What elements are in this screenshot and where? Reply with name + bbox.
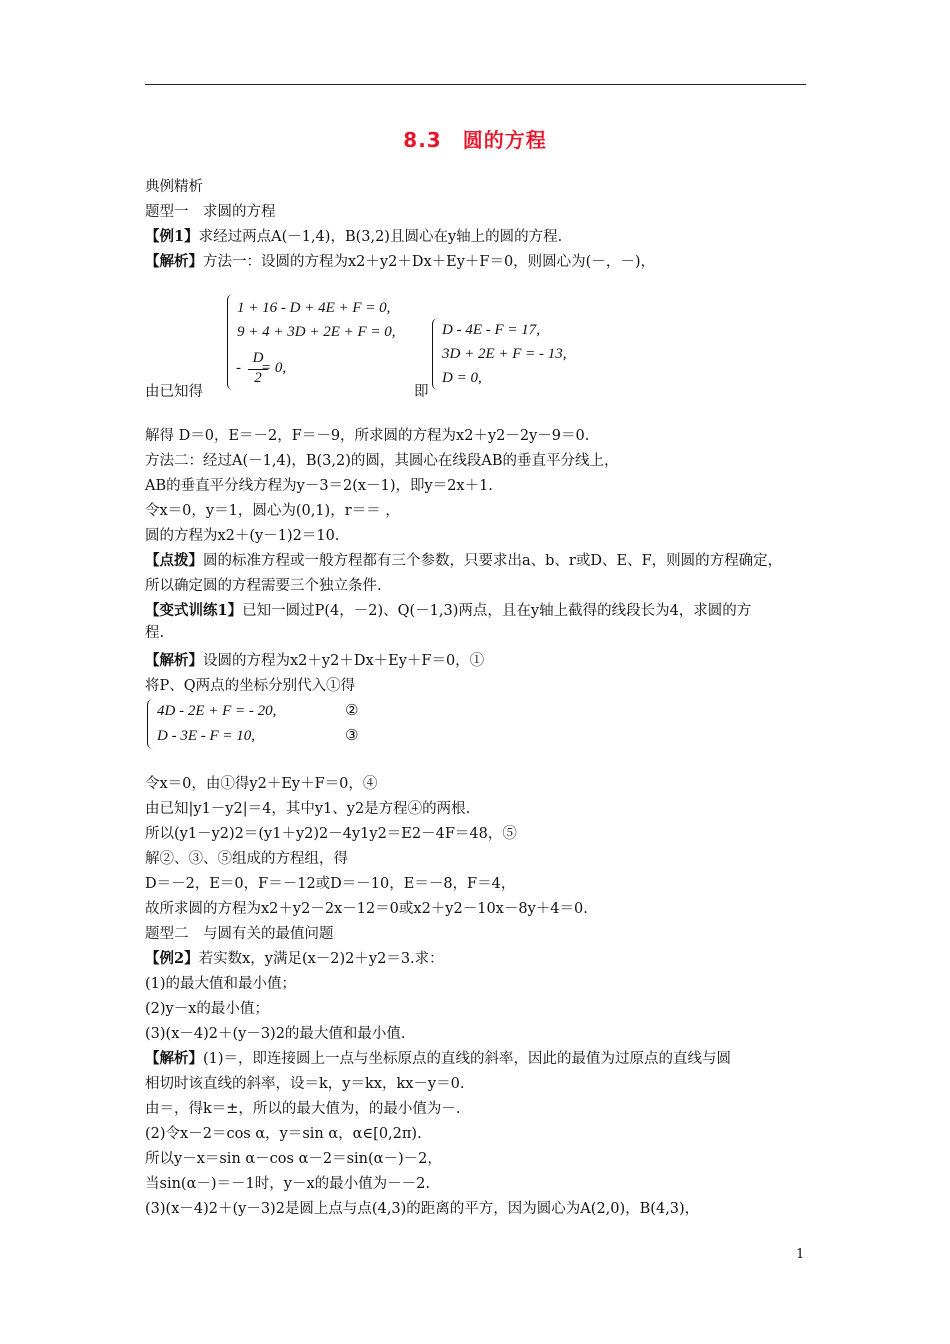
bracket-label: 【变式训练1】 bbox=[145, 602, 243, 619]
example-line: 【例1】求经过两点A(－1,4)，B(3,2)且圆心在y轴上的圆的方程. bbox=[145, 228, 563, 245]
fraction-d-over-2 bbox=[248, 350, 268, 387]
namely-label: 即 bbox=[414, 384, 429, 400]
solution-line: 【解析】设圆的方程为x2＋y2＋Dx＋Ey＋F＝0，① bbox=[145, 652, 485, 669]
example-line: 【例2】若实数x，y满足(x－2)2＋y2＝3.求： bbox=[145, 950, 444, 967]
text-line: AB的垂直平分线方程为y－3＝2(x－1)，即y＝2x＋1. bbox=[145, 478, 493, 494]
bracket-label: 【点拨】 bbox=[145, 552, 203, 569]
text-line: 解②、③、⑤组成的方程组，得 bbox=[145, 851, 348, 867]
equation-row: 1 + 16 - D + 4E + F = 0, bbox=[237, 300, 391, 316]
text-line: 当sin(α－)＝－1时，y－x的最小值为－－2. bbox=[145, 1176, 430, 1192]
text-line: (1)的最大值和最小值； bbox=[145, 976, 297, 992]
bracket-label: 【解析】 bbox=[145, 253, 203, 270]
equation-system-2 bbox=[432, 318, 632, 394]
tip-line: 【点拨】圆的标准方程或一般方程都有三个参数，只要求出a、b、r或D、E、F，则圆的方程确定， bbox=[145, 552, 783, 569]
section-heading: 典例精析 bbox=[145, 179, 203, 195]
brace bbox=[147, 699, 154, 749]
known-label: 由已知得 bbox=[145, 384, 203, 400]
bracket-label: 【例1】 bbox=[145, 228, 199, 245]
exercise-line: 【变式训练1】已知一圆过P(4，－2)、Q(－1,3)两点，且在y轴上截得的线段长为4，求圆的方 bbox=[145, 602, 752, 619]
header-rule bbox=[145, 84, 806, 85]
circled-two: ② bbox=[345, 701, 359, 719]
exercise-line: 程. bbox=[145, 625, 165, 641]
question-type-heading: 题型一 求圆的方程 bbox=[145, 204, 276, 220]
text-line: 故所求圆的方程为x2＋y2－2x－12＝0或x2＋y2－10x－8y＋4＝0. bbox=[145, 901, 588, 917]
text-line: 令x＝0，y＝1，圆心为(0,1)，r＝＝ ， bbox=[145, 503, 400, 519]
text-line: 由已知|y1－y2|＝4，其中y1、y2是方程④的两根. bbox=[145, 801, 471, 817]
text-line: 所以(y1－y2)2＝(y1＋y2)2－4y1y2＝E2－4F＝48，⑤ bbox=[145, 826, 517, 842]
equation-row: D - 4E - F = 17, bbox=[442, 322, 541, 338]
brace bbox=[227, 294, 234, 390]
bracket-label: 【解析】 bbox=[145, 652, 203, 669]
text-line: (3)(x－4)2＋(y－3)2的最大值和最小值. bbox=[145, 1026, 406, 1042]
equation-row: 4D - 2E + F = - 20, bbox=[157, 703, 277, 719]
text-line: (3)(x－4)2＋(y－3)2是圆上点与点(4,3)的距离的平方，因为圆心为A(2,0)，B(4,3)， bbox=[145, 1201, 700, 1217]
text-line: 相切时该直线的斜率，设＝k，y＝kx，kx－y＝0. bbox=[145, 1076, 465, 1092]
equation-row: 9 + 4 + 3D + 2E + F = 0, bbox=[237, 324, 396, 340]
tip-line: 所以确定圆的方程需要三个独立条件. bbox=[145, 578, 382, 594]
question-type-heading: 题型二 与圆有关的最值问题 bbox=[145, 926, 334, 942]
text-line: D＝－2，E＝0，F＝－12或D＝－10，E＝－8，F＝4， bbox=[145, 876, 516, 892]
page-number: 1 bbox=[796, 1247, 805, 1262]
bracket-label: 【解析】 bbox=[145, 1050, 203, 1067]
text-line: 将P、Q两点的坐标分别代入①得 bbox=[145, 678, 356, 694]
fraction-numerator: D bbox=[252, 350, 264, 366]
fraction-denominator: 2 bbox=[254, 370, 262, 386]
text-line: (2)y－x的最小值； bbox=[145, 1001, 269, 1017]
text-line: 解得 D＝0，E＝－2，F＝－9，所求圆的方程为x2＋y2－2y－9＝0. bbox=[145, 428, 590, 444]
text-line: 由＝，得k＝±，所以的最大值为，的最小值为－. bbox=[145, 1101, 461, 1117]
equation-row: D - 3E - F = 10, bbox=[157, 728, 256, 744]
circled-three: ③ bbox=[345, 726, 359, 744]
equation-row: D = 0, bbox=[442, 370, 482, 386]
equation-system-3 bbox=[147, 699, 347, 751]
text-line: 所以y－x＝sin α－cos α－2＝sin(α－)－2， bbox=[145, 1151, 442, 1167]
solution-line: 【解析】方法一：设圆的方程为x2＋y2＋Dx＋Ey＋F＝0，则圆心为(－，－)， bbox=[145, 253, 655, 270]
text-line: 方法二：经过A(－1,4)，B(3,2)的圆，其圆心在线段AB的垂直平分线上， bbox=[145, 453, 619, 469]
equation-row: 3D + 2E + F = - 13, bbox=[442, 346, 567, 362]
bracket-label: 【例2】 bbox=[145, 950, 199, 967]
minus-sign: - bbox=[236, 360, 241, 376]
text-line: (2)令x－2＝cos α，y＝sin α，α∈[0,2π). bbox=[145, 1126, 422, 1142]
page-title: 8.3 圆的方程 bbox=[403, 128, 547, 152]
solution-line: 【解析】(1)＝，即连接圆上一点与坐标原点的直线的斜率，因此的最值为过原点的直线与圆 bbox=[145, 1050, 732, 1067]
equation-row: = 0, bbox=[261, 360, 287, 376]
text-line: 令x＝0，由①得y2＋Ey＋F＝0，④ bbox=[145, 776, 378, 792]
text-line: 圆的方程为x2＋(y－1)2＝10. bbox=[145, 528, 340, 544]
brace bbox=[432, 318, 439, 390]
